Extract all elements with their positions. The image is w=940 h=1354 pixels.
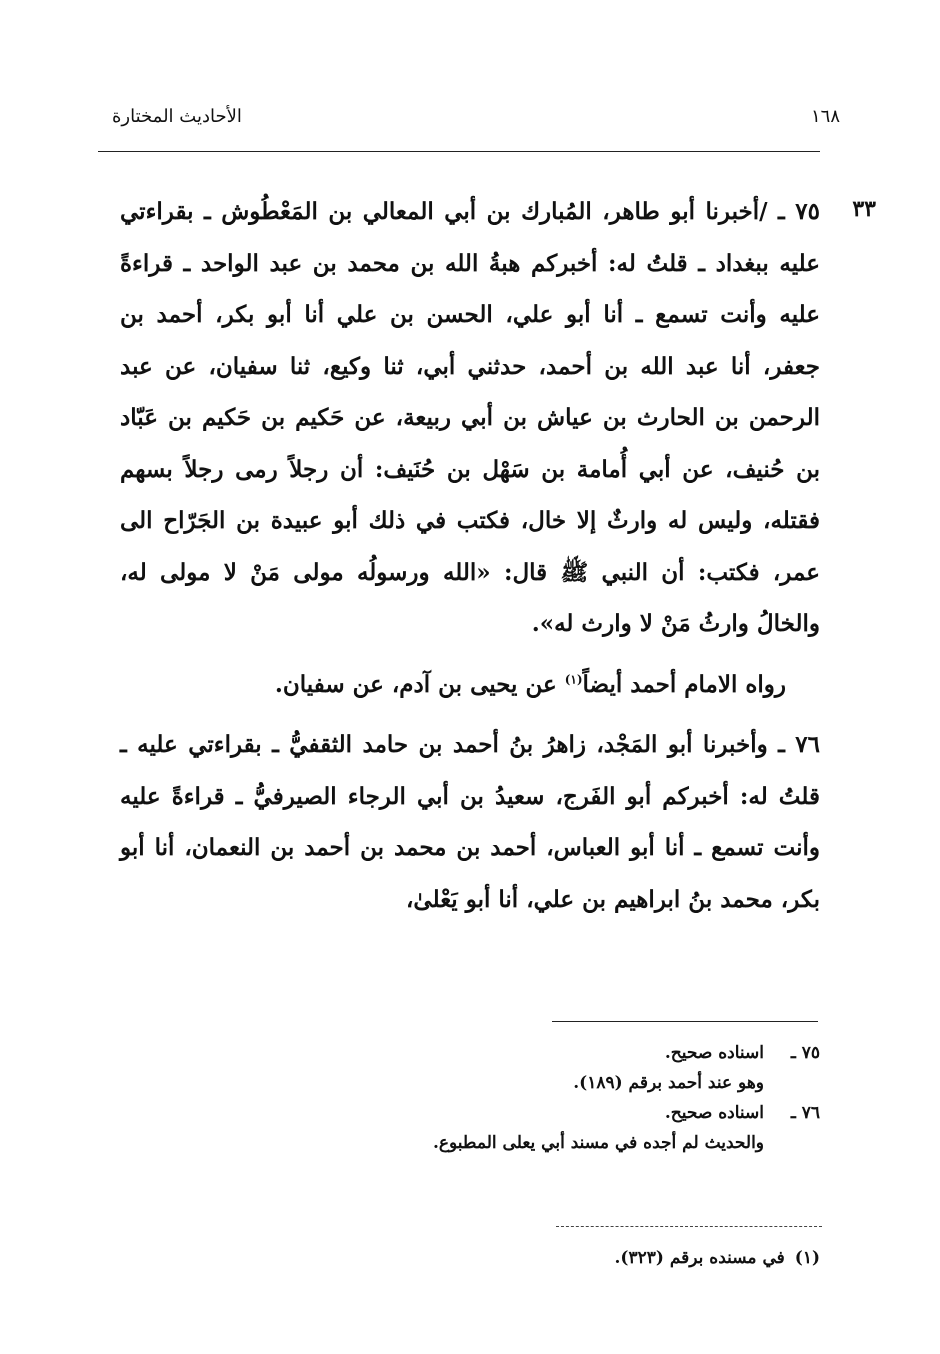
riwaya-note	[120, 659, 820, 711]
hadith-75: ٧٥ ـ /أخبرنا أبو طاهر، المُبارك بن أبي المعالي بن المَعْطُوش ـ بقراءتي عليه ببغداد ـ قلتُ له: أخبركم هبةُ الله بن محمد بن عبد الواحد ـ قراءةً عليه وأنت تسمع ـ أنا أبو علي، الحسن بن علي أنا أبو بكر، أحمد بن جعفر، أنا عبد الله بن أحمد، حدثني أبي، ثنا وكيع، ثنا سفيان، عن عبد الرحمن بن الحارث بن عياش بن أبي ربيعة، عن حَكيم بن حَكيم بن عَبّاد بن حُنيف، عن أبي أُمامة بن سَهْل بن حُنَيف: أن رجلاً رمى رجلاً بسهم فقتله، وليس له وارثٌ إلا خال، فكتب في ذلك أبو عبيدة بن الجَرّاح الى عمر، فكتب: أن النبي ﷺ قال: «الله ورسولُه مولى مَنْ لا مولى له، والخالُ وارثُ مَنْ لا وارث له».	[120, 198, 820, 637]
endnote-text: في مسنده برقم (٣٢٣).	[614, 1248, 785, 1268]
endnote	[605, 1248, 821, 1268]
footnote-rule	[552, 1021, 818, 1022]
riwaya-before: رواه الامام أحمد أيضاً	[582, 670, 786, 698]
footnote-line: اسناده صحيح.	[664, 1103, 764, 1123]
footnote-line: والحديث لم أجده في مسند أبي يعلى المطبوع.	[432, 1133, 764, 1153]
footnote-76	[120, 1098, 820, 1158]
header-rule	[98, 151, 820, 152]
endnote-number: (١)	[794, 1248, 820, 1268]
footnote-line: اسناده صحيح.	[664, 1043, 764, 1063]
footnote-text	[120, 1098, 764, 1158]
page-number: ١٦٨	[810, 106, 840, 127]
footnote-line: وهو عند أحمد برقم (١٨٩).	[573, 1073, 764, 1093]
footnote-75	[120, 1038, 820, 1098]
footnote-ref-1: (١)	[564, 671, 583, 686]
margin-reference-number: ٣٣	[852, 196, 876, 222]
footnote-number: ٧٥ ـ	[790, 1043, 820, 1063]
main-text	[120, 186, 820, 925]
riwaya-after: عن يحيى بن آدم، عن سفيان.	[274, 670, 565, 698]
running-title: الأحاديث المختارة	[112, 106, 242, 127]
footnote-number: ٧٦ ـ	[790, 1103, 820, 1123]
endnote-dashed-rule	[556, 1226, 822, 1227]
hadith-76: ٧٦ ـ وأخبرنا أبو المَجْد، زاهرُ بنُ أحمد بن حامد الثقفيُّ ـ بقراءتي عليه ـ قلتُ له: أخبركم أبو الفَرج، سعيدُ بن أبي الرجاء الصيرفيُّ ـ قراءةً عليه وأنت تسمع ـ أنا أبو العباس، أحمد بن محمد بن أحمد بن النعمان، أنا أبو بكر، محمد بنُ ابراهيم بن علي، أنا أبو يَعْلىٰ،	[120, 731, 820, 913]
footnote-text	[120, 1038, 764, 1098]
footnotes	[120, 1038, 820, 1158]
